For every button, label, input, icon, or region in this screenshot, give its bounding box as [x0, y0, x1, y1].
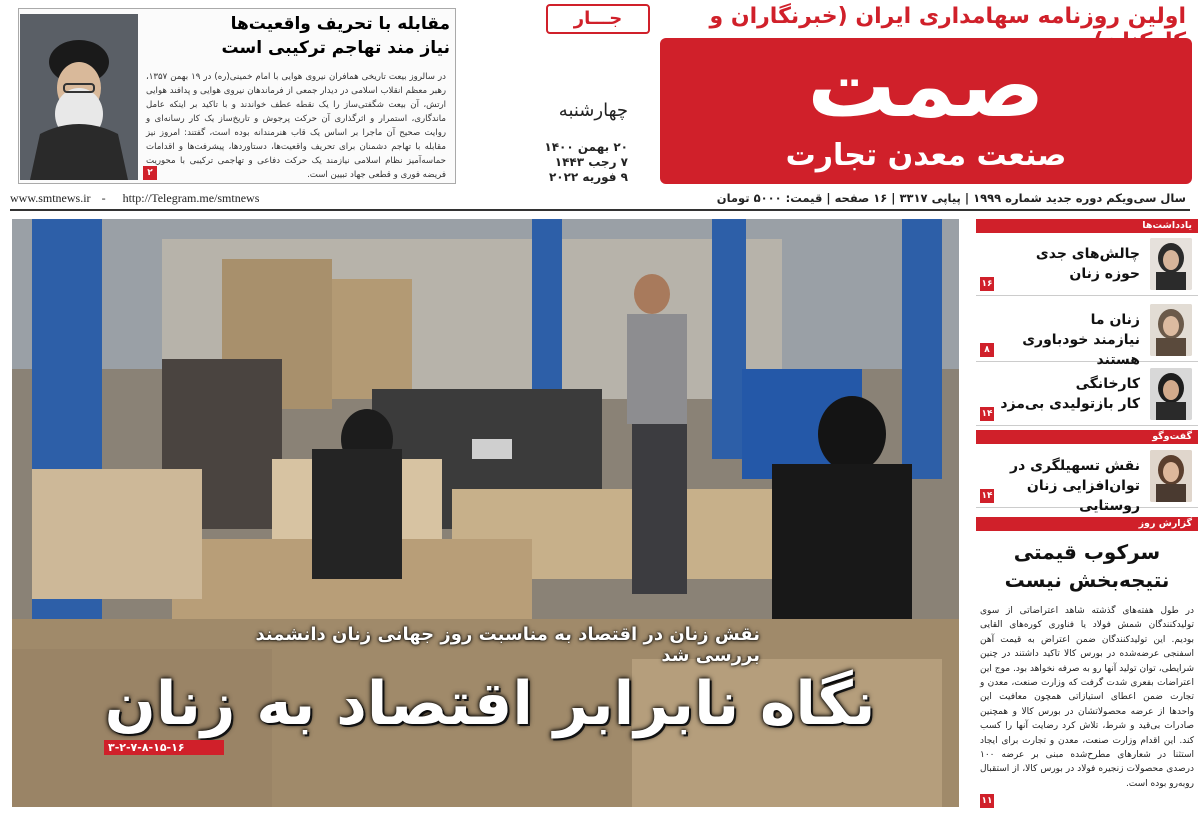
- note-item[interactable]: [976, 300, 1198, 368]
- note-title-line-1: چالش‌های جدی: [1035, 246, 1140, 262]
- note-title: [980, 374, 1140, 414]
- photo-credit: عکس: آیدا فریدی: [0, 711, 10, 779]
- report-body: در طول هفته‌های گذشته شاهد اعتراضاتی از سوی تولیدکنندگان شمش فولاد یا فناوری کوره‌های القایی بودیم. این تولیدکنندگان ضمن اعتراض به قیمت آهن اسفنجی عرضه‌شده در بورس کالا تاکید داشتند در چنین شرایطی، توان تولید آنها رو به صرفه نخواهد بود. موج این اعتراضات بفعری شدت گرفت که وزارت صنعت، معدن و تجارت ضمن اعطای استیازاتی همچون معافیت این واحدها از عرضه محصولاتشان در بورس کالا و همچنین صادرات بی‌قید و شرط، تلاش کرد رضایت آنها را کسب کند. این اقدام وزارت صنعت، معدن و تجارت برای ایجاد استثنا در شعارهای مطرح‌شده مبنی بر عرضه ۱۰۰ درصدی محصولات زنجیره فولاد در بورس کالا، از استقبال روبه‌رو بوده است.: [980, 606, 1194, 789]
- interview-section-bar: گفت‌وگو: [976, 430, 1198, 444]
- date-gregorian: ۹ فوریه ۲۰۲۲: [548, 170, 628, 184]
- note-page-badge[interactable]: ۱۴: [981, 409, 993, 419]
- telegram-link[interactable]: http://Telegram.me/smtnews: [122, 191, 260, 205]
- note-page-badge[interactable]: ۱۶: [981, 279, 993, 289]
- author-photo: [1150, 304, 1192, 356]
- report-section-bar: گزارش روز: [976, 517, 1198, 531]
- interview-item[interactable]: [976, 446, 1198, 514]
- edition-badge: جـــار: [546, 4, 650, 34]
- report-page-badge[interactable]: ۱۱: [981, 796, 993, 806]
- editorial-headline[interactable]: [150, 12, 450, 60]
- interview-title-line-2: توان‌افزایی زنان روستایی: [1026, 478, 1140, 514]
- editorial-headline-line-1: مقابله با تحریف واقعیت‌ها: [230, 14, 450, 34]
- interviewee-photo: [1150, 450, 1192, 502]
- lead-page-references[interactable]: ۳-۲-۷-۸-۱۵-۱۶: [104, 740, 224, 755]
- note-title-line-2: نیازمند خودباوری هستند: [1022, 332, 1140, 368]
- note-title: [980, 310, 1140, 370]
- interview-page-badge[interactable]: ۱۴: [981, 491, 993, 501]
- report-headline-line-2: نتیجه‌بخش نیست: [1004, 568, 1170, 592]
- editorial-page-badge[interactable]: ۲: [143, 166, 157, 180]
- lead-kicker[interactable]: نقش زنان در اقتصاد به مناسبت روز جهانی زنان دانشمند بررسی شد: [255, 624, 760, 666]
- note-item[interactable]: [976, 234, 1198, 296]
- note-title-line-2: کار بازتولیدی بی‌مزد: [1000, 396, 1140, 412]
- url-strip: [10, 191, 310, 206]
- date-solar: ۲۰ بهمن ۱۴۰۰: [544, 140, 628, 154]
- masthead-tagline: اولین روزنامه سهامداری ایران (خبرنگاران و: [709, 4, 1186, 29]
- editorial-body: در سالروز بیعت تاریخی همافران نیروی هوایی با امام خمینی(ره) در ۱۹ بهمن ۱۳۵۷، رهبر معظم انقلاب اسلامی در دیدار جمعی از فرماندهان نیروی هوایی و پدافند هوایی ارتش، آن بیعت شگفتی‌ساز را یک نقطه عطف خواندند و با تاکید بر اینکه عامل ماندگاری، استمرار و اثرگذاری آن حرکت پرجوش و تاریخ‌ساز یک کار رسانه‌ای و روایت صحیح آن ماجرا بر اساس یک قاب هنرمندانه بوده است، گفتند: امروز نیز مقابله با تهاجم دشمنان برای تحریف واقعیت‌ها، دستاوردها، پیشرفت‌ها و اقدامات حماسه‌آمیز نظام اسلامی نیازمند یک حرکت دفاعی و تهاجمی ترکیبی با محوریت فریضه فوری و قطعی جهاد تبیین است.: [146, 72, 446, 180]
- website-link[interactable]: www.smtnews.ir: [10, 191, 91, 205]
- url-separator: -: [101, 191, 106, 205]
- lead-headline[interactable]: نگاه نابرابر اقتصاد به زنان: [104, 669, 876, 739]
- interview-title-line-1: نقش تسهیلگری در: [1010, 458, 1140, 474]
- note-title-line-2: حوزه زنان: [1069, 266, 1140, 282]
- issue-info: سال سی‌ویکم دوره جدید شماره ۱۹۹۹ | پیاپی ۳۳۱۷ | ۱۶ صفحه | قیمت: ۵۰۰۰ تومان: [716, 191, 1186, 205]
- note-title: [980, 244, 1140, 284]
- newspaper-logo-subtitle: صنعت معدن تجارت: [785, 138, 1067, 173]
- note-page-badge[interactable]: ۸: [980, 343, 994, 357]
- report-headline-line-1: سرکوب قیمتی: [1013, 540, 1161, 564]
- author-photo: [1150, 368, 1192, 420]
- editorial-headline-line-2: نیاز مند تهاجم ترکیبی است: [221, 38, 450, 58]
- masthead-divider: [10, 209, 1190, 211]
- report-headline[interactable]: [976, 538, 1198, 594]
- leader-portrait: [20, 14, 138, 180]
- weekday: چهارشنبه: [558, 100, 628, 121]
- notes-section-bar: یادداشت‌ها: [976, 219, 1198, 233]
- note-title-line-1: زنان ما: [1090, 312, 1140, 328]
- date-lunar: ۷ رجب ۱۴۴۳: [554, 155, 628, 169]
- interview-title: [980, 456, 1140, 516]
- newspaper-logo[interactable]: صمت: [807, 34, 1045, 137]
- author-photo: [1150, 238, 1192, 290]
- note-title-line-1: کارخانگی: [1075, 376, 1140, 392]
- note-item[interactable]: [976, 364, 1198, 426]
